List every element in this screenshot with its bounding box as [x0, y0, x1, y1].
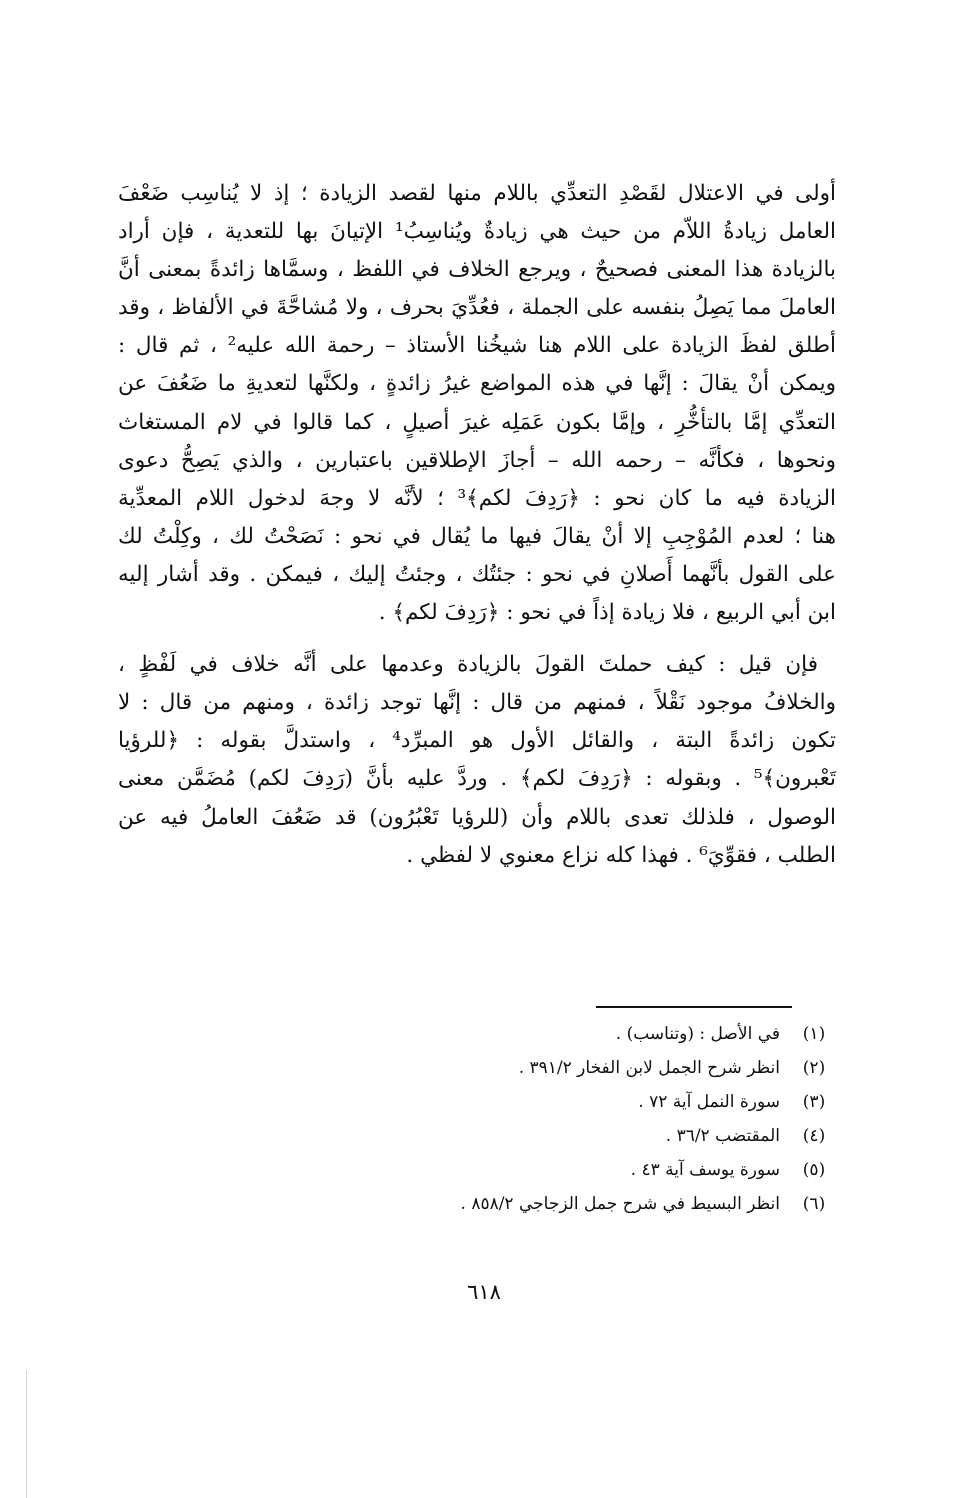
footnote-number: (١): [802, 1024, 826, 1044]
scan-edge-mark: [26, 1370, 27, 1498]
text-line: ابن أبي الربيع ، فلا زيادة إذاً في نحو : ﴿رَدِفَ لكم﴾ .: [378, 600, 836, 626]
text-line: العامل زيادةُ اللاّم من حيث هي زيادةٌ ويُناسِبُ¹ الإتيانَ بها للتعدية ، فإن أراد: [118, 219, 836, 245]
text-line: الطلب ، فقوِّيَ⁶ . فهذا كله نزاع معنوي لا لفظي .: [406, 842, 836, 868]
footnote-text: سورة النمل آية ٧٢ .: [638, 1092, 780, 1112]
paragraph-spacer: [118, 632, 836, 646]
text-line: والخلافُ موجود نَقْلاً ، فمنهم من قال : إنَّها توجد زائدة ، ومنهم من قال : لا: [118, 690, 836, 716]
footnote-number: (٢): [802, 1058, 826, 1078]
footnote: [300, 1119, 836, 1153]
text-line: الزيادة فيه ما كان نحو : ﴿رَدِفَ لكم﴾³ ؛ لأنَّه لا وجهَ لدخول اللام المعدِّية: [118, 485, 836, 511]
text-line: أولى في الاعتلال لقَصْدِ التعدِّي باللام منها لقصد الزيادة ؛ إذ لا يُناسِب ضَعْفَ: [118, 181, 836, 206]
text-line: الوصول ، فلذلك تعدى باللام وأن (للرؤيا تَعْبُرُون) قد ضَعُفَ العاملُ فيه عن: [118, 804, 836, 830]
footnote: [300, 1017, 836, 1051]
footnote-separator: [596, 1006, 792, 1008]
main-text: [118, 175, 836, 875]
text-line: ونحوها ، فكأنَّه – رحمه الله – أجازَ الإطلاقين باعتبارين ، والذي يَصِحُّ دعوى: [118, 447, 836, 473]
text-line: تَعْبرون﴾⁵ . وبقوله : ﴿رَدِفَ لكم﴾ . وردَّ عليه بأنَّ (رَدِفَ لكم) مُضَمَّن معنى: [118, 766, 836, 792]
text-line: ويمكن أنْ يقالَ : إنَّها في هذه المواضع غيرُ زائدةٍ ، ولكنَّها لتعديةِ ما ضَعُفَ عن: [118, 371, 836, 397]
footnote-text: انظر البسيط في شرح جمل الزجاجي ٨٥٨/٢ .: [460, 1194, 780, 1214]
footnote: [300, 1153, 836, 1187]
footnote-text: انظر شرح الجمل لابن الفخار ٣٩١/٢ .: [518, 1058, 780, 1078]
footnotes: [300, 1017, 836, 1221]
text-line: بالزيادة هذا المعنى فصحيحٌ ، ويرجع الخلاف في اللفظ ، وسمَّاها زائدةً بمعنى أنَّ: [118, 257, 836, 283]
footnote-number: (٤): [802, 1126, 826, 1146]
footnote: [300, 1085, 836, 1119]
footnote-text: في الأصل : (وتناسب) .: [615, 1024, 780, 1044]
text-line: التعدِّي إمَّا بالتأخُّرِ ، وإمَّا بكون عَمَلِه غيرَ أصيلٍ ، كما قالوا في لام المستغاث: [118, 409, 836, 435]
footnote: [300, 1187, 836, 1221]
text-line: على القول بأنَّهما أَصلانِ في نحو : جئتُك ، وجئتُ إليك ، فيمكن . وقد أشار إليه: [118, 561, 836, 587]
text-line: أطلق لفظَ الزيادة على اللام هنا شيخُنا الأستاذ – رحمة الله عليه² ، ثم قال :: [118, 333, 837, 359]
footnote-number: (٦): [802, 1194, 826, 1214]
paragraph-1: [118, 175, 836, 632]
footnote-number: (٣): [802, 1092, 826, 1112]
footnote-number: (٥): [802, 1160, 826, 1180]
footnote-text: المقتضب ٣٦/٢ .: [665, 1126, 780, 1146]
text-line: تكون زائدةً البتة ، والقائل الأول هو المبرِّد⁴ ، واستدلَّ بقوله : ﴿للرؤيا: [118, 728, 836, 754]
footnote: [300, 1051, 836, 1085]
text-line: فإن قيل : كيف حملتَ القولَ بالزيادة وعدمها على أنَّه خلاف في لَفْظٍ ،: [118, 652, 818, 678]
page-number: ٦١٨: [467, 1280, 501, 1304]
text-line: هنا ؛ لعدم المُوْجِبِ إلا أنْ يقالَ فيها ما يُقال في نحو : نَصَحْتُ لك ، وكِلْتُ لك: [118, 523, 836, 549]
footnote-text: سورة يوسف آية ٤٣ .: [630, 1160, 780, 1180]
paragraph-2: [118, 646, 836, 875]
text-line: العاملَ مما يَصِلُ بنفسه على الجملة ، فعُدِّيَ بحرف ، ولا مُشاحَّةَ في الألفاظ ، وقد: [118, 295, 836, 321]
